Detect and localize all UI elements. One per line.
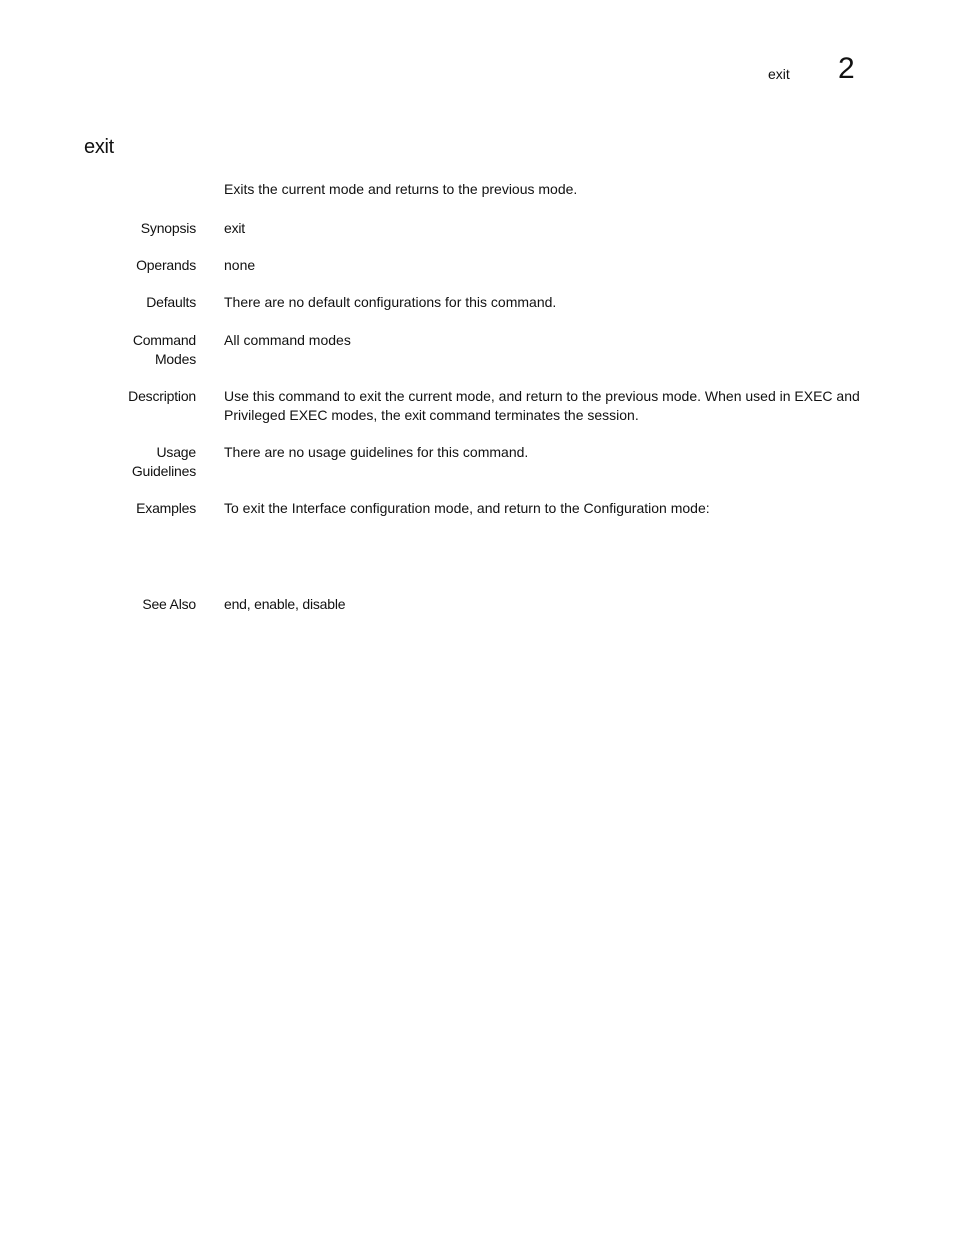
operands-label: Operands	[136, 257, 196, 273]
synopsis-label: Synopsis	[140, 220, 196, 236]
command-modes-label-line1: Command	[132, 332, 196, 348]
see-also-label: See Also	[142, 596, 196, 612]
description-keyword: exit	[404, 407, 426, 423]
running-header-title: exit	[768, 66, 790, 82]
usage-guidelines-label	[86, 443, 196, 481]
description-text-after: command terminates the session.	[425, 407, 639, 423]
command-title: exit	[84, 136, 114, 158]
examples-text: To exit the Interface configuration mode, and return to the Configuration mode:	[224, 500, 710, 516]
usage-guidelines-text: There are no usage guidelines for this command.	[224, 444, 529, 460]
usage-guidelines-label-line1: Usage	[156, 444, 196, 460]
description-text-before: Use this command to exit the current mode, and return to the previous mode. When used in EXEC and Privileged EXEC modes, the	[224, 388, 860, 423]
command-modes-label	[86, 331, 196, 369]
defaults-label: Defaults	[146, 294, 196, 310]
description-label: Description	[128, 388, 196, 404]
operands-text: none	[224, 257, 256, 273]
description-text	[224, 387, 870, 425]
command-modes-text: All command modes	[224, 332, 351, 348]
command-intro: Exits the current mode and returns to the previous mode.	[224, 181, 578, 197]
usage-guidelines-label-line2: Guidelines	[131, 463, 196, 479]
synopsis-text: exit	[224, 220, 245, 236]
chapter-number: 2	[838, 52, 855, 85]
see-also-links[interactable]: end, enable, disable	[224, 596, 346, 612]
examples-label: Examples	[136, 500, 196, 516]
defaults-text: There are no default configurations for this command.	[224, 294, 557, 310]
command-modes-label-line2: Modes	[154, 351, 196, 367]
